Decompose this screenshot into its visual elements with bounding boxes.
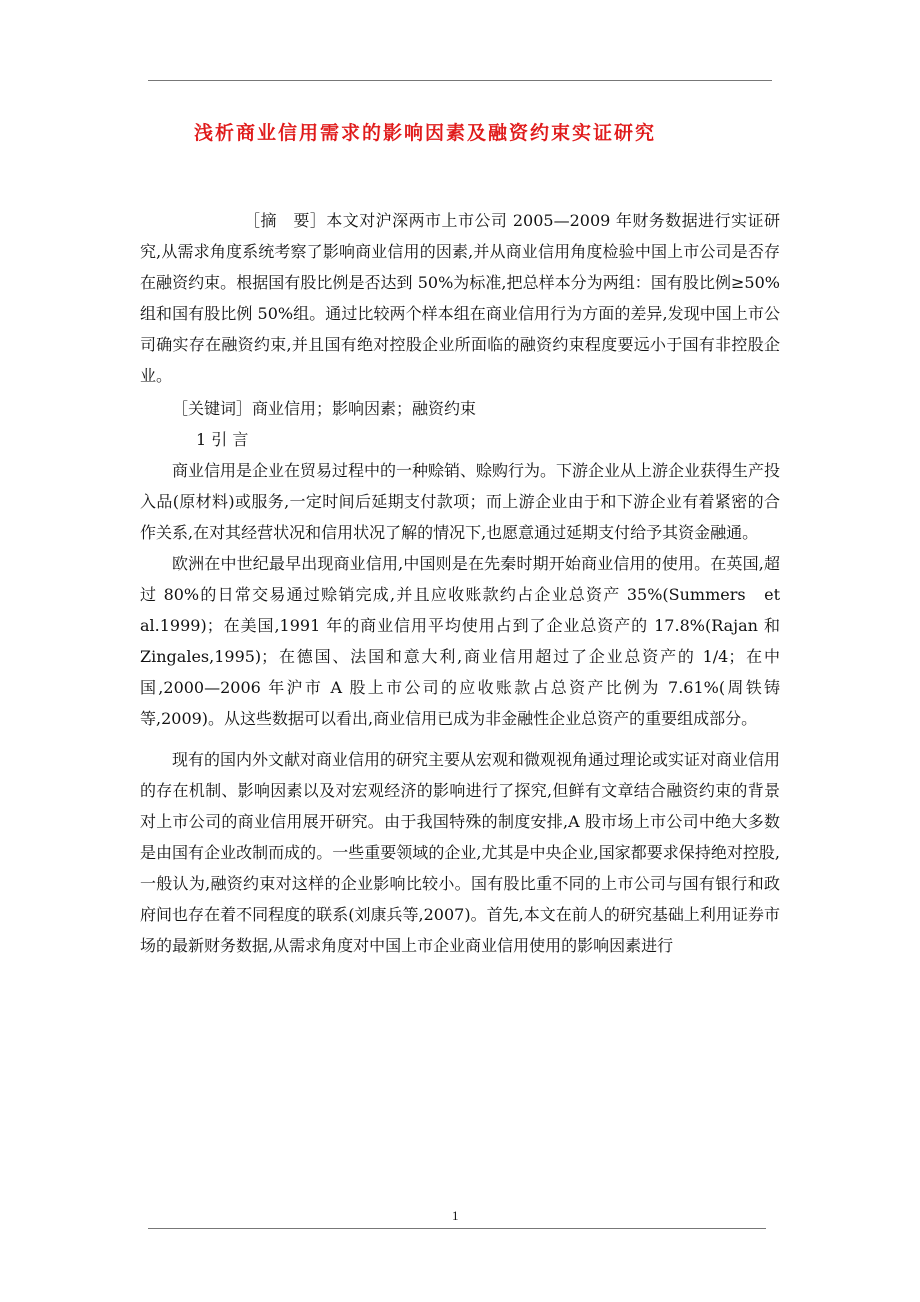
- body-paragraph-2: 欧洲在中世纪最早出现商业信用,中国则是在先秦时期开始商业信用的使用。在英国,超过 80%的日常交易通过赊销完成,并且应收账款约占企业总资产 35%(Summers et al.1999)；在美国,1991 年的商业信用平均使用占到了企业总资产的 17.8%(Rajan 和 Zingales,1995)；在德国、法国和意大利,商业信用超过了企业总资产的 1/4；在中国,2000—2006 年沪市 A 股上市公司的应收账款占总资产比例为 7.61%(周铁铸等,2009)。从这些数据可以看出,商业信用已成为非金融性企业总资产的重要组成部分。: [140, 554, 797, 728]
- body-paragraph-3: 现有的国内外文献对商业信用的研究主要从宏观和微观视角通过理论或实证对商业信用的存在机制、影响因素以及对宏观经济的影响进行了探究,但鲜有文章结合融资约束的背景对上市公司的商业信用展开研究。由于我国特殊的制度安排,A 股市场上市公司中绝大多数是由国有企业改制而成的。一些重要领域的企业,尤其是中央企业,国家都要求保持绝对控股,一般认为,融资约束对这样的企业影响比较小。国有股比重不同的上市公司与国有银行和政府间也存在着不同程度的联系(刘康兵等,2007)。首先,本文在前人的研究基础上利用证券市场的最新财务数据,从需求角度对中国上市企业商业信用使用的影响因素进行: [140, 750, 781, 955]
- header-rule: [148, 80, 772, 81]
- keywords-line: ［关键词］商业信用；影响因素；融资约束: [172, 399, 477, 418]
- body-paragraph-1: 商业信用是企业在贸易过程中的一种赊销、赊购行为。下游企业从上游企业获得生产投入品(原材料)或服务,一定时间后延期支付款项；而上游企业由于和下游企业有着紧密的合作关系,在对其经营状况和信用状况了解的情况下,也愿意通过延期支付给予其资金融通。: [140, 461, 781, 542]
- page-number: 1: [448, 1208, 463, 1224]
- document-body: [140, 205, 797, 961]
- document-title-text: 浅析商业信用需求的影响因素及融资约束实证研究: [193, 122, 656, 144]
- abstract-paragraph: ［摘 要］本文对沪深两市上市公司 2005—2009 年财务数据进行实证研究,从需求角度系统考察了影响商业信用的因素,并从商业信用角度检验中国上市公司是否存在融资约束。根据国有股比例是否达到 50%为标准,把总样本分为两组：国有股比例≥50%组和国有股比例 50%组。通过比较两个样本组在商业信用行为方面的差异,发现中国上市公司确实存在融资约束,并且国有绝对控股企业所面临的融资约束程度要远小于国有非控股企业。: [140, 211, 780, 385]
- footer-rule: [148, 1228, 766, 1229]
- paragraph-spacer: [140, 734, 780, 744]
- document-title: [0, 118, 920, 145]
- section-heading: 1 引 言: [196, 430, 249, 449]
